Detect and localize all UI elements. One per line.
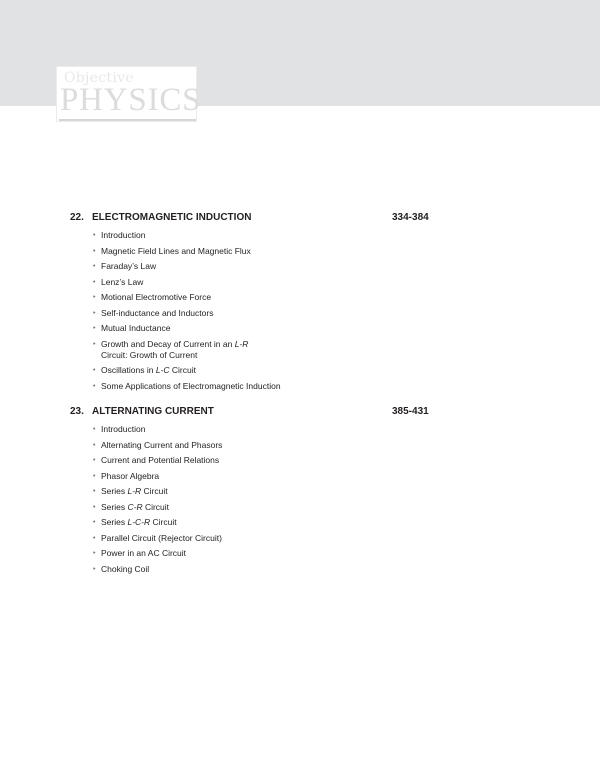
list-item [0, 564, 281, 575]
bullet-icon: • [93, 263, 96, 270]
list-item [0, 440, 281, 451]
list-item [0, 471, 281, 482]
topic-label: Growth and Decay of Current in an L-R Circuit: Growth of Current [101, 338, 249, 360]
topic-label: Introduction [101, 424, 146, 434]
bullet-icon: • [93, 278, 96, 286]
topic-label: Motional Electromotive Force [101, 292, 212, 302]
bullet-icon: • [93, 382, 96, 390]
topic-label: Lenz’s Law [101, 276, 144, 287]
list-item [0, 292, 281, 303]
topic-label: Series L-R Circuit [101, 486, 168, 496]
topic-label: Mutual Inductance [101, 323, 171, 333]
topic-list [0, 424, 600, 575]
topic-label: Series C-R Circuit [101, 501, 170, 512]
chapter-page-range: 385-431 [392, 406, 429, 417]
topic-label: Some Applications of Electromagnetic Induction [101, 380, 281, 391]
list-item [0, 277, 281, 288]
chapter-heading [0, 405, 600, 421]
topic-label: Oscillations in L-C Circuit [101, 365, 196, 375]
list-item [0, 486, 281, 497]
topic-label: Phasor Algebra [101, 470, 160, 481]
list-item [0, 517, 281, 528]
bullet-icon: • [93, 309, 96, 317]
list-item [0, 548, 281, 559]
chapter-heading [0, 211, 600, 227]
bullet-icon: • [93, 457, 96, 464]
topic-label: Current and Potential Relations [101, 455, 220, 465]
bullet-icon: • [93, 534, 96, 542]
bullet-icon: • [93, 340, 96, 348]
bullet-icon: • [93, 426, 96, 433]
topic-label: Faraday’s Law [101, 261, 157, 271]
bullet-icon: • [93, 519, 96, 526]
chapter-number: 23. [70, 406, 84, 417]
bullet-icon: • [93, 565, 96, 573]
chapter-23 [0, 405, 600, 576]
list-item [0, 230, 281, 241]
list-item [0, 246, 281, 257]
list-item [0, 365, 281, 376]
list-item [0, 339, 261, 361]
bullet-icon: • [93, 367, 96, 374]
topic-label: Introduction [101, 230, 146, 240]
list-item [0, 533, 281, 544]
topic-label: Series L-C-R Circuit [101, 517, 177, 527]
chapter-number: 22. [70, 212, 84, 223]
bullet-icon: • [93, 294, 96, 301]
bullet-icon: • [93, 232, 96, 239]
list-item [0, 455, 281, 466]
topic-list [0, 230, 600, 392]
logo-subtitle: Objective [64, 70, 134, 86]
chapter-title: ELECTROMAGNETIC INDUCTION [92, 212, 252, 223]
list-item [0, 261, 281, 272]
topic-label: Choking Coil [101, 563, 150, 574]
topic-label: Alternating Current and Phasors [101, 439, 223, 450]
list-item [0, 424, 281, 435]
logo-title: PHYSICS [60, 82, 202, 118]
list-item [0, 381, 321, 392]
chapter-22 [0, 211, 600, 393]
bullet-icon: • [93, 488, 96, 495]
bullet-icon: • [93, 472, 96, 480]
bullet-icon: • [93, 441, 96, 449]
bullet-icon: • [93, 550, 96, 557]
list-item [0, 502, 281, 513]
topic-label: Magnetic Field Lines and Magnetic Flux [101, 245, 251, 256]
bullet-icon: • [93, 503, 96, 511]
bullet-icon: • [93, 325, 96, 332]
bullet-icon: • [93, 247, 96, 255]
topic-label: Self-inductance and Inductors [101, 307, 214, 318]
topic-label: Power in an AC Circuit [101, 548, 187, 558]
topic-label: Parallel Circuit (Rejector Circuit) [101, 532, 222, 543]
chapter-page-range: 334-384 [392, 212, 429, 223]
chapter-title: ALTERNATING CURRENT [92, 406, 214, 417]
list-item [0, 308, 281, 319]
list-item [0, 323, 281, 334]
